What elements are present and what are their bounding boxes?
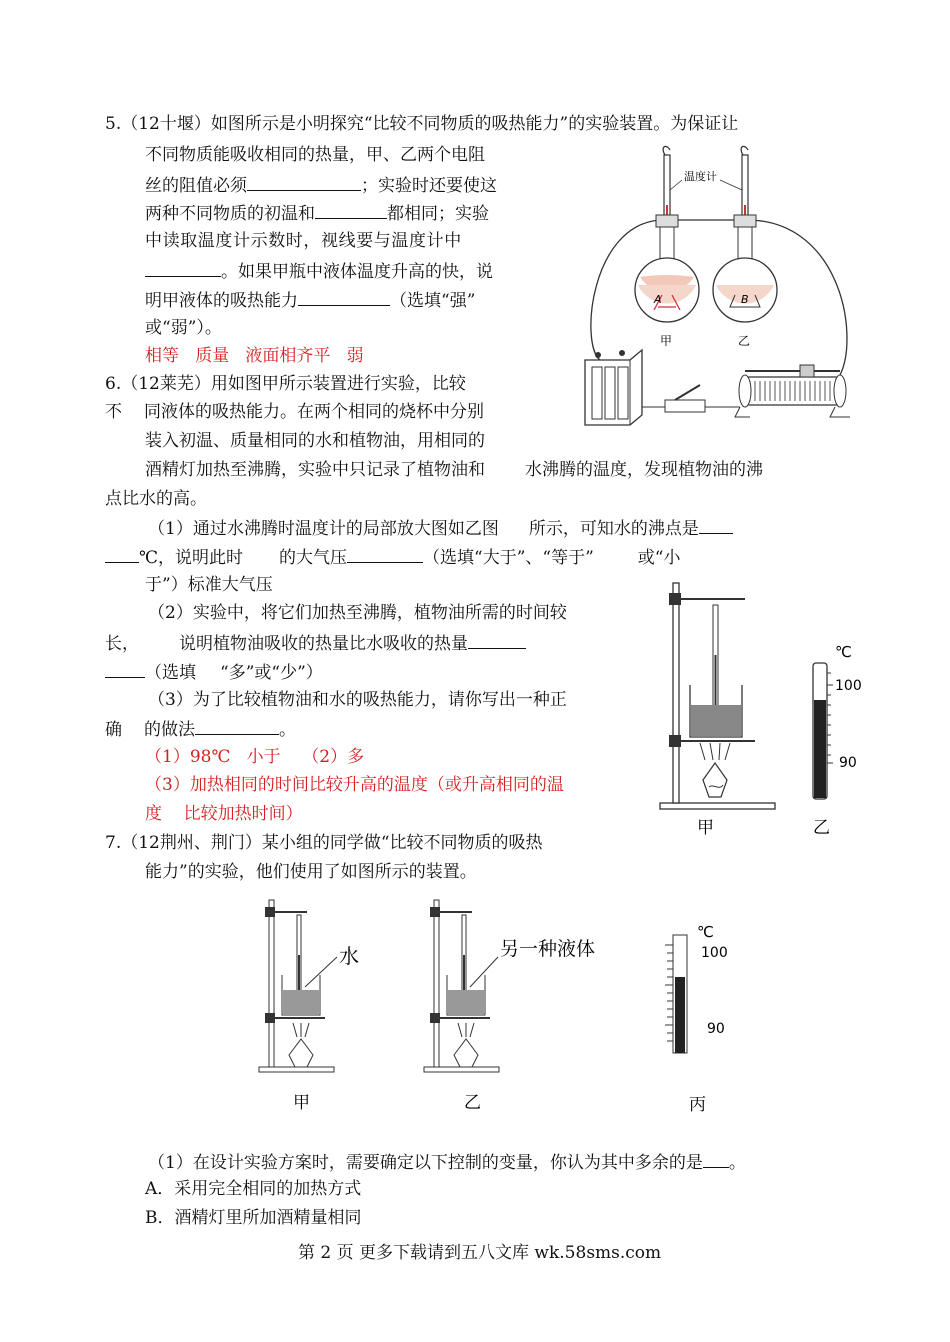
label-yi: 乙 xyxy=(813,818,830,838)
tick-label-90: 90 xyxy=(839,755,857,771)
q6-apparatus-figure xyxy=(655,575,875,840)
q6-answer-1: （1）98℃ 小于 （2）多 xyxy=(145,747,365,767)
q5-line-8: 或“弱”）。 xyxy=(145,318,222,338)
flask-a xyxy=(635,215,699,322)
q6-answer-2: （3）加热相同的时间比较升高的温度（或升高相同的温 xyxy=(145,775,564,795)
answer-blank[interactable] xyxy=(315,200,387,219)
answer-blank[interactable] xyxy=(145,258,221,277)
answer-blank[interactable] xyxy=(699,515,733,534)
answer-blank[interactable] xyxy=(703,1149,729,1168)
q6-line-1: 6.（12莱芜）用如图甲所示装置进行实验，比较 xyxy=(105,374,466,394)
thermometer-label: 温度计 xyxy=(684,170,717,183)
tick-label-100: 100 xyxy=(835,678,862,694)
q5-answer: 相等 质量 液面相齐平 弱 xyxy=(145,346,364,366)
svg-text:℃: ℃ xyxy=(835,643,852,661)
q6-line-6: （1）通过水沸腾时温度计的局部放大图如乙图 所示，可知水的沸点是 xyxy=(148,515,733,541)
q5-line-4: 两种不同物质的初温和 都相同；实验 xyxy=(145,200,489,226)
thermometer-yi xyxy=(813,643,862,838)
svg-text:℃: ℃ xyxy=(697,923,714,941)
q5-apparatus-figure xyxy=(570,145,860,435)
label-jia: 甲 xyxy=(293,1093,310,1113)
thermometer-bing xyxy=(665,923,728,1115)
q6-line-2: 不 同液体的吸热能力。在两个相同的烧杯中分别 xyxy=(105,402,484,422)
q6-line-9: （2）实验中，将它们加热至沸腾，植物油所需的时间较 xyxy=(148,603,567,623)
q7-option-a: A．采用完全相同的加热方式 xyxy=(145,1179,362,1199)
page-footer: 第 2 页 更多下载请到五八文库 wk.58sms.com xyxy=(298,1243,662,1263)
q6-line-4: 酒精灯加热至沸腾，实验中只记录了植物油和 水沸腾的温度，发现植物油的沸 xyxy=(145,460,763,480)
q6-line-3: 装入初温、质量相同的水和植物油，用相同的 xyxy=(145,431,485,451)
q6-line-5: 点比水的高。 xyxy=(105,489,207,509)
svg-text:B: B xyxy=(741,293,749,306)
tick-label-90: 90 xyxy=(707,1021,725,1037)
label-bing: 丙 xyxy=(689,1095,706,1115)
tick-label-100: 100 xyxy=(701,945,728,961)
label-yi: 乙 xyxy=(738,334,751,348)
q6-line-12: （3）为了比较植物油和水的吸热能力，请你写出一种正 xyxy=(148,690,567,710)
q5-line-7: 明甲液体的吸热能力 （选填“强” xyxy=(145,287,475,313)
rheostat xyxy=(735,365,850,417)
stand-other-liquid xyxy=(424,900,595,1113)
answer-blank[interactable] xyxy=(247,172,361,191)
q5-line-6: 。如果甲瓶中液体温度升高的快，说 xyxy=(145,258,493,284)
q5-line-1: 5.（12十堰）如图所示是小明探究“比较不同物质的吸热能力”的实验装置。为保证让 xyxy=(105,114,739,134)
q5-line-5: 中读取温度计示数时，视线要与温度计中 xyxy=(145,231,462,251)
answer-blank[interactable] xyxy=(105,659,145,678)
switch xyxy=(642,385,740,412)
q6-line-10: 长， 说明植物油吸收的热量比水吸收的热量 xyxy=(105,630,526,656)
stand-water xyxy=(259,900,359,1113)
other-liquid-label: 另一种液体 xyxy=(500,938,596,960)
flask-b xyxy=(713,215,777,322)
q6-line-13: 确 的做法 。 xyxy=(105,716,296,742)
water-label: 水 xyxy=(339,944,359,968)
answer-blank[interactable] xyxy=(468,630,526,649)
battery xyxy=(585,350,642,425)
q5-line-3: 丝的阻值必须 ；实验时还要使这 xyxy=(145,172,497,198)
q7-line-2: 能力”的实验，他们使用了如图所示的装置。 xyxy=(145,862,477,882)
q5-line-2: 不同物质能吸收相同的热量，甲、乙两个电阻 xyxy=(145,145,485,165)
q7-option-b: B．酒精灯里所加酒精量相同 xyxy=(145,1208,362,1228)
q7-sub1: （1）在设计实验方案时，需要确定以下控制的变量，你认为其中多余的是 。 xyxy=(148,1149,746,1175)
stand-jia xyxy=(660,583,775,838)
label-jia: 甲 xyxy=(660,334,673,348)
q7-apparatus-figure xyxy=(255,895,755,1120)
q6-line-7: ℃，说明此时 的大气压 （选填“大于”、“等于” 或“小 xyxy=(105,544,681,570)
answer-blank[interactable] xyxy=(195,716,279,735)
q6-line-8: 于”）标准大气压 xyxy=(145,575,273,595)
q6-answer-3: 度 比较加热时间） xyxy=(145,804,303,824)
answer-blank[interactable] xyxy=(347,544,423,563)
svg-text:A: A xyxy=(654,293,662,306)
answer-blank[interactable] xyxy=(298,287,390,306)
q7-line-1: 7.（12荆州、荆门）某小组的同学做“比较不同物质的吸热 xyxy=(105,833,543,853)
q6-line-11: （选填 “多”或“少”） xyxy=(105,659,323,685)
label-jia: 甲 xyxy=(697,818,714,838)
label-yi: 乙 xyxy=(464,1093,481,1113)
answer-blank[interactable] xyxy=(105,544,139,563)
